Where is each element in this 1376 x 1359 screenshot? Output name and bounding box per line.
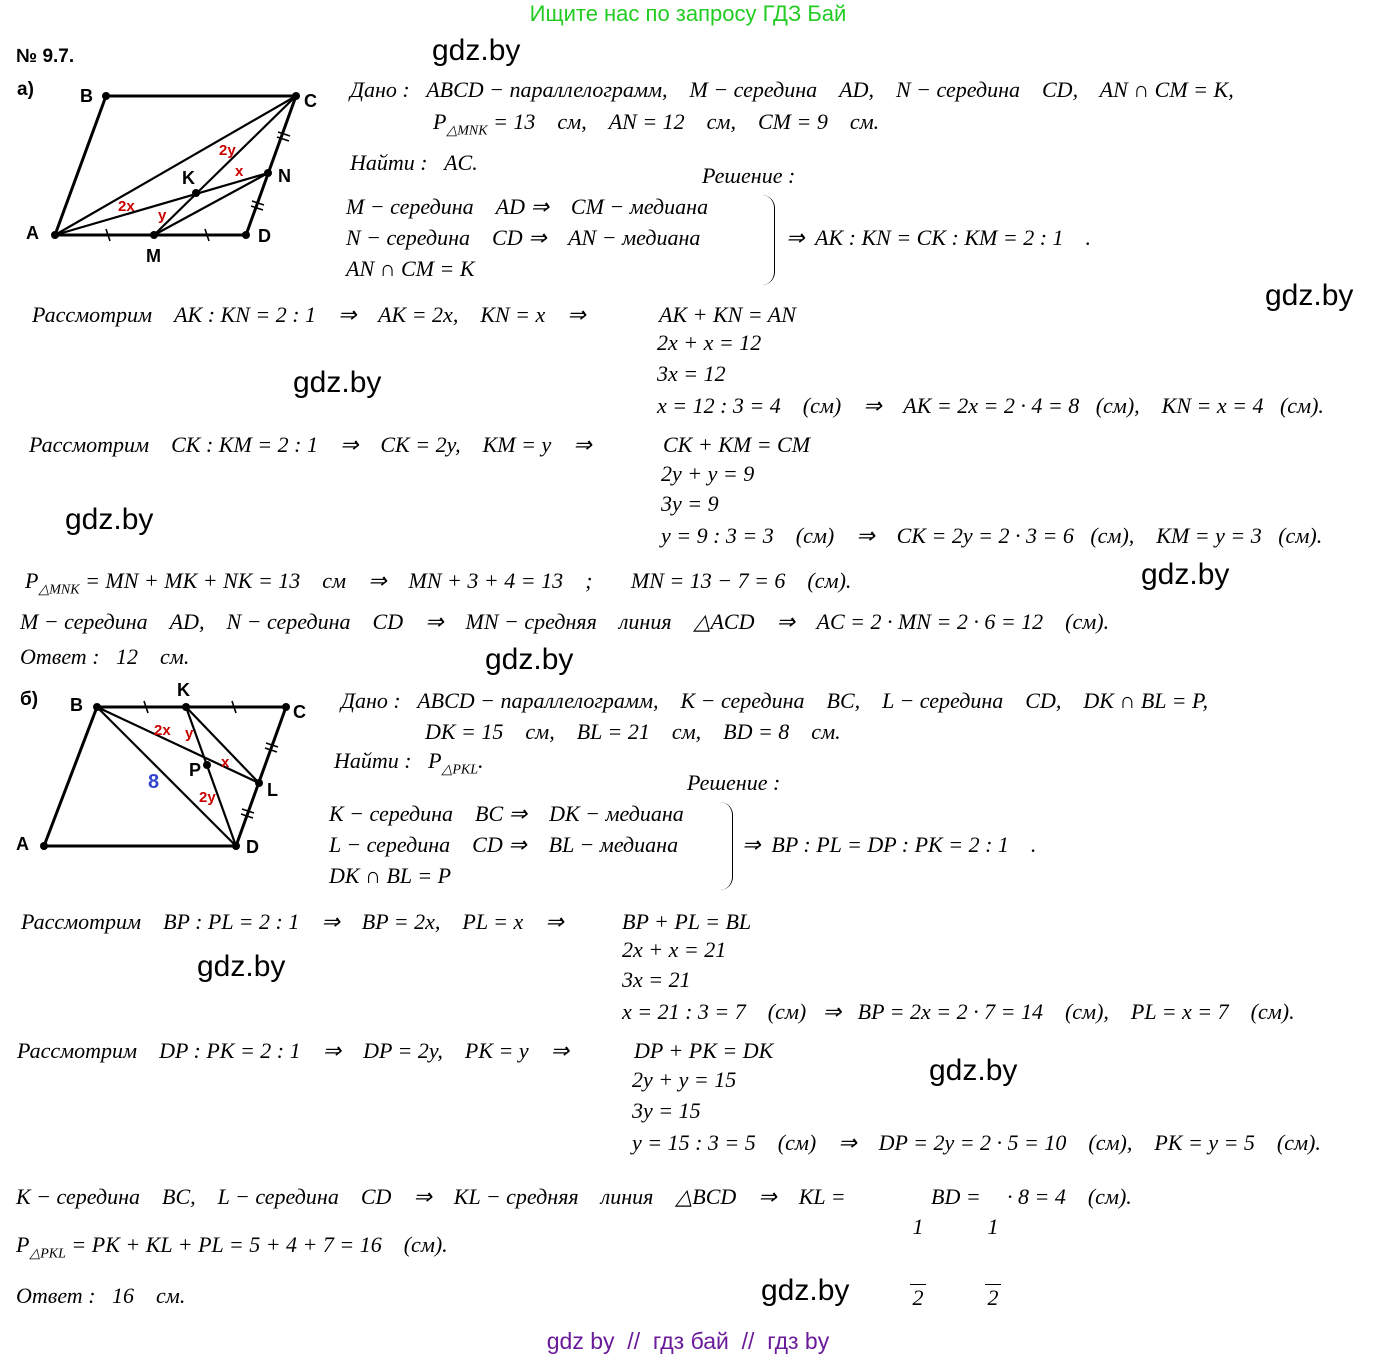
step1-b-line: BP + PL = BL — [622, 909, 752, 934]
point-p — [203, 761, 211, 769]
point-d — [242, 231, 250, 239]
solution-title-a: Решение : — [702, 163, 796, 188]
perimeter-b: $P_{\triangle PKL}$ = PK + KL + PL = 5 + 4 + 7 = 16 (см). — [16, 1232, 448, 1262]
part-b-label: б) — [20, 689, 39, 710]
vertex-label-c: C — [304, 91, 317, 111]
system-a-line: AN ∩ CM = K — [346, 256, 475, 281]
system-b-line: K − середина BC ⇒ DK − медиана — [329, 801, 684, 826]
watermark: gdz.by — [1265, 279, 1354, 312]
vertex-label-k: K — [177, 680, 190, 700]
midline-b-bd: BD = — [931, 1184, 981, 1209]
vertex-label-m: M — [146, 246, 161, 266]
bd-length-label: 8 — [148, 771, 160, 793]
step1-a-line: AK + KN = AN — [659, 302, 796, 327]
vertex-label-c: C — [293, 702, 306, 722]
part-a-label: а) — [17, 79, 34, 100]
segment-label-y: y — [185, 725, 194, 742]
step2-b-line: y = 15 : 3 = 5 (см) ⇒ DP = 2y = 2 · 5 = 10 (см), PK = y = 5 (см). — [632, 1130, 1321, 1155]
point-d — [232, 842, 240, 850]
part-a-figure — [0, 70, 330, 270]
point-n — [264, 169, 272, 177]
find-a: Найти : AC. — [350, 150, 478, 175]
vertex-label-a: A — [16, 834, 29, 854]
brace-a — [762, 195, 775, 285]
step2-a-line: 3y = 9 — [661, 491, 719, 516]
system-b-line: L − середина CD ⇒ BL − медиана — [329, 832, 679, 857]
top-banner: Ищите нас по запросу ГДЗ Бай — [529, 1, 847, 26]
given-a-line1: Дано : ABCD − параллелограмм, M − середина AD, N − середина CD, AN ∩ CM = K, — [350, 77, 1234, 102]
vertex-label-p: P — [189, 760, 202, 780]
system-a-line: N − середина CD ⇒ AN − медиана — [346, 225, 701, 250]
vertex-label-a: A — [26, 223, 39, 243]
watermark: gdz.by — [761, 1274, 850, 1307]
solution-title-b: Решение : — [687, 770, 781, 795]
step1-a-lead: Рассмотрим AK : KN = 2 : 1 ⇒ AK = 2x, KN = x ⇒ — [32, 302, 586, 327]
point-c — [292, 92, 300, 100]
answer-a: Ответ : 12 см. — [20, 644, 190, 669]
segment-label-x: x — [235, 163, 244, 180]
median-bl — [97, 707, 259, 783]
point-a — [40, 842, 48, 850]
midline-b-end: · 8 = 4 (см). — [1007, 1184, 1132, 1209]
median-an — [55, 173, 268, 235]
part-b-figure — [0, 680, 330, 870]
system-b-result: ⇒ BP : PL = DP : PK = 2 : 1 . — [742, 832, 1037, 857]
vertex-label-k: K — [182, 168, 195, 188]
segment-label-2x: 2x — [154, 722, 171, 739]
step2-a-lead: Рассмотрим CK : KM = 2 : 1 ⇒ CK = 2y, KM = y ⇒ — [29, 432, 592, 457]
watermark: gdz.by — [485, 643, 574, 676]
vertex-label-d: D — [258, 226, 271, 246]
step2-a-line: 2y + y = 9 — [661, 461, 755, 486]
watermark: gdz.by — [1141, 558, 1230, 591]
segment-label-y: y — [158, 207, 167, 224]
step2-a-line: y = 9 : 3 = 3 (см) ⇒ CK = 2y = 2 · 3 = 6 (см), KM = y = 3 (см). — [661, 523, 1323, 548]
segment-label-x: x — [221, 754, 230, 771]
vertex-label-l: L — [267, 780, 278, 800]
problem-number: № 9.7. — [16, 46, 75, 67]
point-b — [102, 92, 110, 100]
watermark: gdz.by — [432, 34, 521, 67]
vertex-label-n: N — [278, 166, 291, 186]
step2-b-lead: Рассмотрим DP : PK = 2 : 1 ⇒ DP = 2y, PK = y ⇒ — [17, 1038, 570, 1063]
step1-a-line: 3x = 12 — [657, 361, 726, 386]
point-a — [51, 231, 59, 239]
watermark: gdz.by — [197, 950, 286, 983]
fraction-one-half: 1 2 — [985, 1172, 1001, 1331]
find-b: Найти : $P_{\triangle PKL}$. — [334, 748, 484, 778]
step2-b-line: DP + PK = DK — [634, 1038, 774, 1063]
perimeter-a: $P_{\triangle MNK}$ = MN + MK + NK = 13 см ⇒ MN + 3 + 4 = 13 ; MN = 13 − 7 = 6 (см). — [25, 568, 852, 598]
segment-label-2y: 2y — [219, 142, 236, 159]
point-m — [150, 231, 158, 239]
answer-b: Ответ : 16 см. — [16, 1283, 186, 1308]
brace-b — [720, 802, 733, 890]
vertex-label-b: B — [70, 695, 83, 715]
step1-b-line: x = 21 : 3 = 7 (см) ⇒ BP = 2x = 2 · 7 = 14 (см), PL = x = 7 (см). — [622, 999, 1295, 1024]
vertex-label-b: B — [80, 86, 93, 106]
step2-a-line: CK + KM = CM — [663, 432, 811, 457]
given-a-line2: $P_{\triangle MNK} = 13$ см, AN = 12 см, CM = 9 см. — [433, 109, 880, 139]
midline-a: M − середина AD, N − середина CD ⇒ MN − средняя линия △ACD ⇒ AC = 2 · MN = 2 · 6 = 12 (см). — [20, 609, 1110, 634]
given-b-line2: DK = 15 см, BL = 21 см, BD = 8 см. — [425, 719, 841, 744]
point-c — [282, 703, 290, 711]
step1-b-line: 2x + x = 21 — [622, 937, 727, 962]
step1-b-lead: Рассмотрим BP : PL = 2 : 1 ⇒ BP = 2x, PL = x ⇒ — [21, 909, 564, 934]
vertex-label-d: D — [246, 837, 259, 857]
step2-b-line: 3y = 15 — [632, 1098, 701, 1123]
midline-b: K − середина BC, L − середина CD ⇒ KL − средняя линия △BCD ⇒ KL = — [16, 1184, 846, 1209]
given-b-line1: Дано : ABCD − параллелограмм, K − середина BC, L − середина CD, DK ∩ BL = P, — [341, 688, 1209, 713]
point-k — [182, 703, 190, 711]
step1-a-line: x = 12 : 3 = 4 (см) ⇒ AK = 2x = 2 · 4 = 8 (см), KN = x = 4 (см). — [657, 393, 1324, 418]
footer-links[interactable]: gdz by // гдз бай // гдз by — [546, 1328, 830, 1354]
system-a-result: ⇒ AK : KN = CK : KM = 2 : 1 . — [786, 225, 1092, 250]
point-b — [93, 703, 101, 711]
watermark: gdz.by — [293, 366, 382, 399]
step1-b-line: 3x = 21 — [622, 967, 691, 992]
system-a-line: M − середина AD ⇒ CM − медиана — [346, 194, 709, 219]
watermark: gdz.by — [929, 1054, 1018, 1087]
point-k — [192, 189, 200, 197]
point-l — [255, 779, 263, 787]
step2-b-line: 2y + y = 15 — [632, 1067, 737, 1092]
system-b-line: DK ∩ BL = P — [329, 863, 452, 888]
segment-label-2y: 2y — [199, 789, 216, 806]
step1-a-line: 2x + x = 12 — [657, 330, 762, 355]
fraction-one-half: 1 2 — [910, 1172, 926, 1331]
watermark: gdz.by — [65, 503, 154, 536]
segment-label-2x: 2x — [118, 198, 135, 215]
